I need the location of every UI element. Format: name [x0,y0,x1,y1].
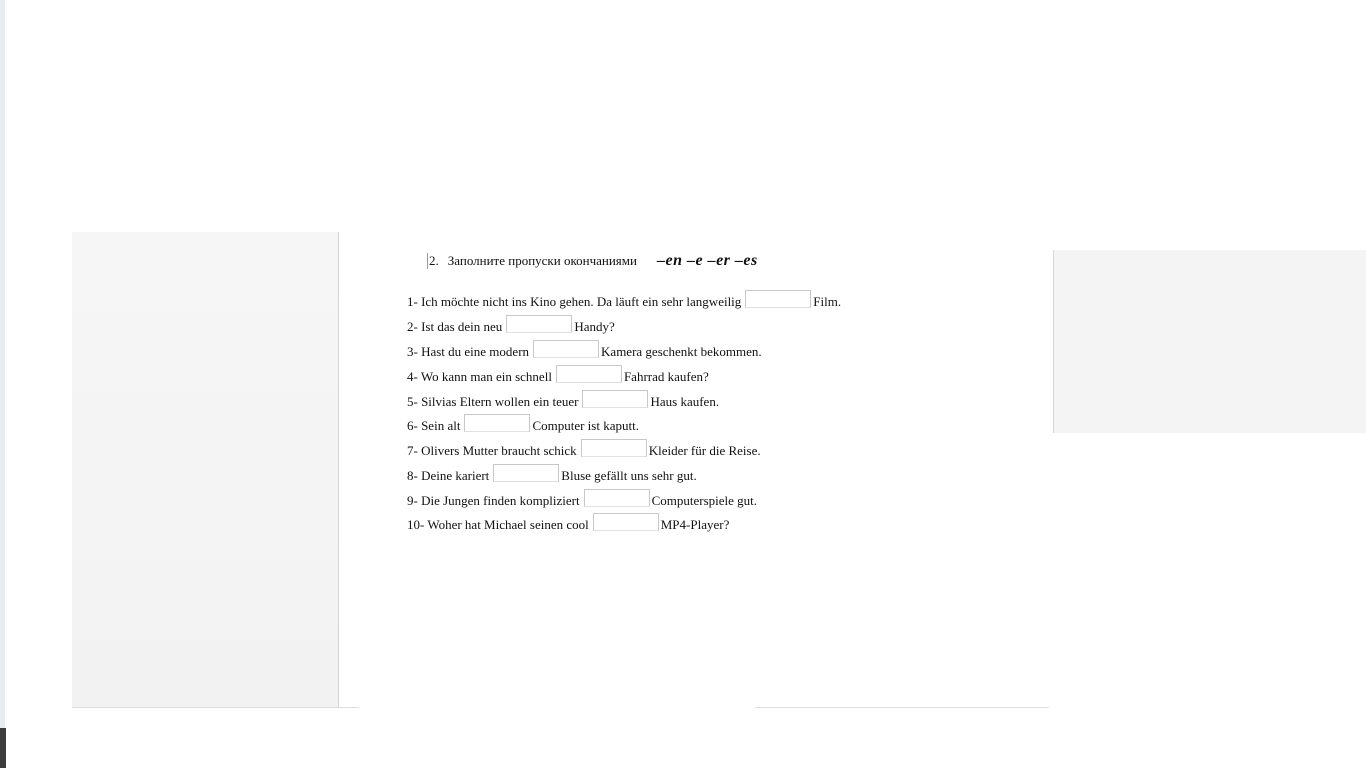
exercise-text-before: 10- Woher hat Michael seinen cool [407,517,589,532]
exercise-text-before: 3- Hast du eine modern [407,344,530,359]
exercise-line-6 [407,414,639,434]
exercise-line-4 [407,365,709,385]
answer-blank-1[interactable] [745,290,811,308]
answer-blank-2[interactable] [506,315,572,333]
exercise-line-10 [407,513,729,533]
answer-blank-9[interactable] [584,489,650,507]
left-margin-panel [72,232,338,708]
exercise-line-9 [407,489,757,509]
exercise-text-after: Handy? [574,319,615,334]
exercise-text-before: 8- Deine kariert [407,468,490,483]
right-divider [1053,250,1054,433]
exercise-text-before: 1- Ich möchte nicht ins Kino gehen. Da läuft ein sehr langweilig [407,294,742,309]
right-margin-panel [1054,250,1366,433]
task-heading [427,250,758,272]
task-endings: –en –e –er –es [656,252,758,269]
exercise-text-before: 6- Sein alt [407,418,461,433]
exercise-text-after: Film. [813,294,842,309]
exercise-text-after: Kleider für die Reise. [648,443,761,458]
exercise-text-after: Computer ist kaputt. [532,418,639,433]
answer-blank-3[interactable] [533,340,599,358]
exercise-text-after: Kamera geschenkt bekommen. [601,344,762,359]
exercise-text-before: 4- Wo kann man ein schnell [407,369,552,384]
exercise-text-before: 5- Silvias Eltern wollen ein teuer [407,394,579,409]
exercise-text-before: 7- Olivers Mutter braucht schick [407,443,577,458]
task-number: 2. [429,253,439,268]
left-divider [338,232,339,708]
exercise-line-7 [407,439,761,459]
answer-blank-7[interactable] [581,439,647,457]
exercise-line-3 [407,340,762,360]
answer-blank-4[interactable] [556,365,622,383]
exercise-text-after: MP4-Player? [660,517,730,532]
answer-blank-5[interactable] [582,390,648,408]
exercise-text-after: Bluse gefällt uns sehr gut. [561,468,697,483]
exercise-text-before: 9- Die Jungen finden kompliziert [407,493,580,508]
exercise-text-after: Fahrrad kaufen? [623,369,709,384]
left-edge-dark-block [0,728,6,768]
answer-blank-10[interactable] [593,513,659,531]
exercise-text-before: 2- Ist das dein neu [407,319,503,334]
exercise-line-2 [407,315,615,335]
bottom-rule-left [72,707,359,708]
task-instruction: Заполните пропуски окончаниями [447,253,637,268]
answer-blank-6[interactable] [464,414,530,432]
answer-blank-8[interactable] [493,464,559,482]
exercise-text-after: Haus kaufen. [650,394,720,409]
exercise-line-8 [407,464,697,484]
left-edge-strip [0,0,5,768]
exercise-text-after: Computerspiele gut. [651,493,758,508]
exercise-line-1 [407,290,841,310]
exercise-line-5 [407,390,719,410]
bottom-rule-right [755,707,1049,708]
